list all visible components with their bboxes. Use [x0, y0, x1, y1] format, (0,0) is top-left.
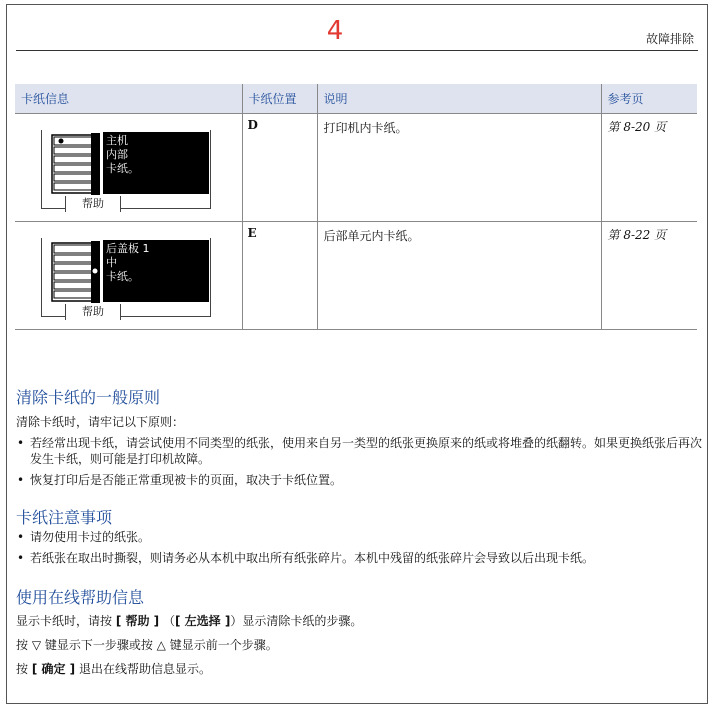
- section-heading-general-principles: 清除卡纸的一般原则: [16, 388, 161, 407]
- jam-description: 打印机内卡纸。: [323, 121, 408, 135]
- ok-key-label: [ 确定 ]: [31, 662, 76, 676]
- general-principles-list: [16, 435, 702, 493]
- lcd-screen: [103, 240, 209, 302]
- table-header-row: [15, 84, 697, 114]
- chapter-number: 4: [326, 16, 344, 46]
- left-select-key-label: [ 左选择 ]: [175, 614, 231, 628]
- jam-message-table: [15, 84, 697, 330]
- section-heading-online-help: 使用在线帮助信息: [16, 588, 145, 607]
- lcd-line: 中: [106, 256, 117, 269]
- reference-page-link[interactable]: 第 8-22 页: [607, 228, 667, 242]
- general-principles-intro: 清除卡纸时，请牢记以下原则：: [16, 415, 185, 429]
- printer-icon: [51, 241, 101, 303]
- help-softkey-label: 帮助: [65, 304, 121, 320]
- online-help-line-2: 按 ▽ 键显示下一步骤或按 △ 键显示前一个步骤。: [16, 638, 278, 652]
- section-heading-precautions: 卡纸注意事项: [16, 508, 113, 527]
- list-item: • 恢复打印后是否能正常重现被卡的页面，取决于卡纸位置。: [16, 472, 702, 488]
- jam-description: 后部单元内卡纸。: [323, 229, 420, 243]
- lcd-line: 主机: [106, 134, 128, 147]
- jam-message-cell: [15, 222, 242, 330]
- col-header-description: 说明: [317, 84, 601, 114]
- lcd-line: 卡纸。: [106, 270, 139, 283]
- lcd-screen: [103, 132, 209, 194]
- lcd-line: 内部: [106, 148, 128, 161]
- precautions-list: [16, 529, 702, 571]
- table-row: [15, 222, 697, 330]
- chapter-title: 故障排除: [645, 32, 694, 46]
- list-item: • 若纸张在取出时撕裂，则请务必从本机中取出所有纸张碎片。本机中残留的纸张碎片会导致以后出现卡纸。: [16, 550, 702, 566]
- jam-location: E: [247, 226, 257, 240]
- printer-icon: [51, 133, 101, 195]
- help-key-label: [ 帮助 ]: [115, 614, 160, 628]
- online-help-line-3: 按 [ 确定 ] 退出在线帮助信息显示。: [16, 662, 212, 676]
- online-help-line-1: 显示卡纸时，请按 [ 帮助 ] （[ 左选择 ]）显示清除卡纸的步骤。: [16, 614, 363, 628]
- operation-panel-illustration: [41, 130, 211, 212]
- col-header-reference: 参考页: [601, 84, 697, 114]
- col-header-location: 卡纸位置: [242, 84, 317, 114]
- list-item: • 若经常出现卡纸，请尝试使用不同类型的纸张，使用来自另一类型的纸张更换原来的纸或将堆叠的纸翻转。如果更换纸张后再次发生卡纸，则可能是打印机故障。: [16, 435, 702, 467]
- reference-page-link[interactable]: 第 8-20 页: [607, 120, 667, 134]
- help-softkey-label: 帮助: [65, 196, 121, 212]
- jam-message-cell: [15, 114, 242, 222]
- lcd-line: 后盖板 1: [106, 242, 150, 255]
- lcd-line: 卡纸。: [106, 162, 139, 175]
- operation-panel-illustration: [41, 238, 211, 320]
- jam-location: D: [247, 118, 258, 132]
- col-header-message: 卡纸信息: [15, 84, 242, 114]
- header-divider: [16, 50, 698, 51]
- list-item: • 请勿使用卡过的纸张。: [16, 529, 702, 545]
- table-row: [15, 114, 697, 222]
